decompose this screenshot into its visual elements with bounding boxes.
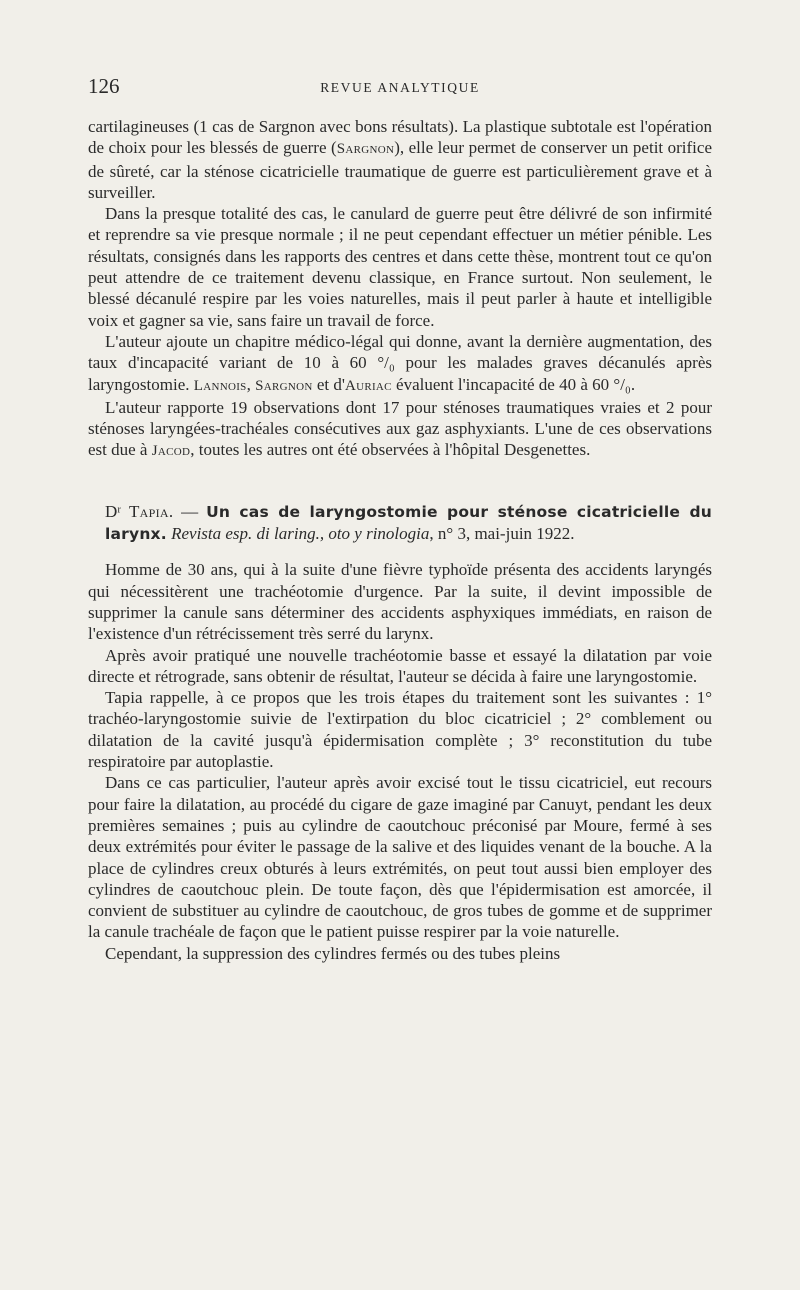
journal-title: REVUE ANALYTIQUE	[320, 80, 480, 95]
author-name: Auriac	[344, 377, 392, 394]
author-name: Lannois	[193, 377, 247, 394]
body-text	[88, 116, 712, 964]
author-name: Tapia	[128, 501, 169, 521]
page-number: 126	[88, 74, 120, 98]
paragraph: Cependant, la suppression des cylindres fermés ou des tubes pleins	[105, 943, 561, 963]
author-name: Jacod	[151, 443, 191, 460]
article-title: Un cas de laryngostomie pour sténose cicatricielle du larynx.	[105, 502, 712, 544]
paragraph: Tapia rappelle, à ce propos que les trois étapes du traitement sont les suivantes : 1° trachéo-laryngostomie suivie de l'extirpation du bloc cicatriciel ; 2° comblement ou dilatation de la cavité jusqu'à épidermisation complète ; 3° reconstitution du tube respiratoire par autoplastie.	[88, 688, 712, 772]
paragraph: Homme de 30 ans, qui à la suite d'une fièvre typhoïde présenta des accidents laryngés qui nécessitèrent une trachéotomie d'urgence. Par la suite, il devint impossible de supprimer la canule sans déterminer des accidents asphyxiques immédiats, en raison de l'existence d'un rétrécissement très serré du larynx.	[88, 560, 712, 644]
paragraph: Dans la presque totalité des cas, le canulard de guerre peut être délivré de son infirmité et reprendre sa vie presque normale ; il ne peut cependant effectuer un métier pénible. Les résultats, consignés dans les rapports des centres et dans cette thèse, montrent tout ce qu'on peut attendre de ce traitement devenu classique, en France surtout. Non seulement, le blessé décanulé respire par les voies naturelles, mais il peut parler à haute et intelligible voix et gagner sa vie, sans faire un travail de force.	[88, 204, 712, 330]
paragraph: L'auteur ajoute un chapitre médico-légal qui donne, avant la dernière augmentation, des taux d'incapacité variant de 10 à 60 °/₀ pour les malades graves décanulés après laryngostomie. Lannois, Sargnon et d'Auriac évaluent l'incapacité de 40 à 60 °/₀.	[88, 331, 712, 394]
paragraph: Dans ce cas particulier, l'auteur après avoir excisé tout le tissu cicatriciel, eut recours pour faire la dilatation, au procédé du cigare de gaze imaginé par Canuyt, pendant les deux premières semaines ; puis au cylindre de caoutchouc préconisé par Moure, fermé à ses deux extrémités pour éviter le passage de la salive et des liquides venant de la bouche. A la place de cylindres creux obturés à leurs extrémités, on peut tout aussi bien employer des cylindres de caoutchouc plein. De toute façon, dès que l'épidermisation est amorcée, il convient de substituer au cylindre de caoutchouc, de gros tubes de gomme et de supprimer la canule trachéale de façon que le patient puisse respirer par la voie naturelle.	[88, 773, 712, 942]
author-name: Sargnon	[255, 377, 313, 394]
paragraph: cartilagineuses (1 cas de Sargnon avec bons résultats). La plastique subtotale est l'opération de choix pour les blessés de guerre (Sargnon), elle leur permet de conserver un petit orifice de sûreté, car la sténose cicatricielle traumatique de guerre est particulièrement grave et à surveiller.	[88, 117, 712, 202]
paragraph: L'auteur rapporte 19 observations dont 17 pour sténoses traumatiques vraies et 2 pour sténoses laryngées-trachéales consécutives aux gaz asphyxiants. L'une de ces observations est due à Jacod, toutes les autres ont été observées à l'hôpital Desgenettes.	[88, 397, 712, 460]
author-name: Sargnon	[336, 141, 395, 158]
journal-reference: Revista esp. di laring., oto y rinologia	[171, 524, 430, 544]
running-head	[0, 74, 800, 104]
paragraph: Après avoir pratiqué une nouvelle trachéotomie basse et essayé la dilatation par voie directe et rétrograde, sans obtenir de résultat, l'auteur se décida à faire une laryngostomie.	[88, 645, 712, 686]
section-divider	[88, 463, 712, 501]
article-heading: Dʳ Tapia. — Un cas de laryngostomie pour sténose cicatricielle du larynx. Revista esp. di laring., oto y rinologia, n° 3, mai-juin 1922.	[105, 501, 712, 544]
